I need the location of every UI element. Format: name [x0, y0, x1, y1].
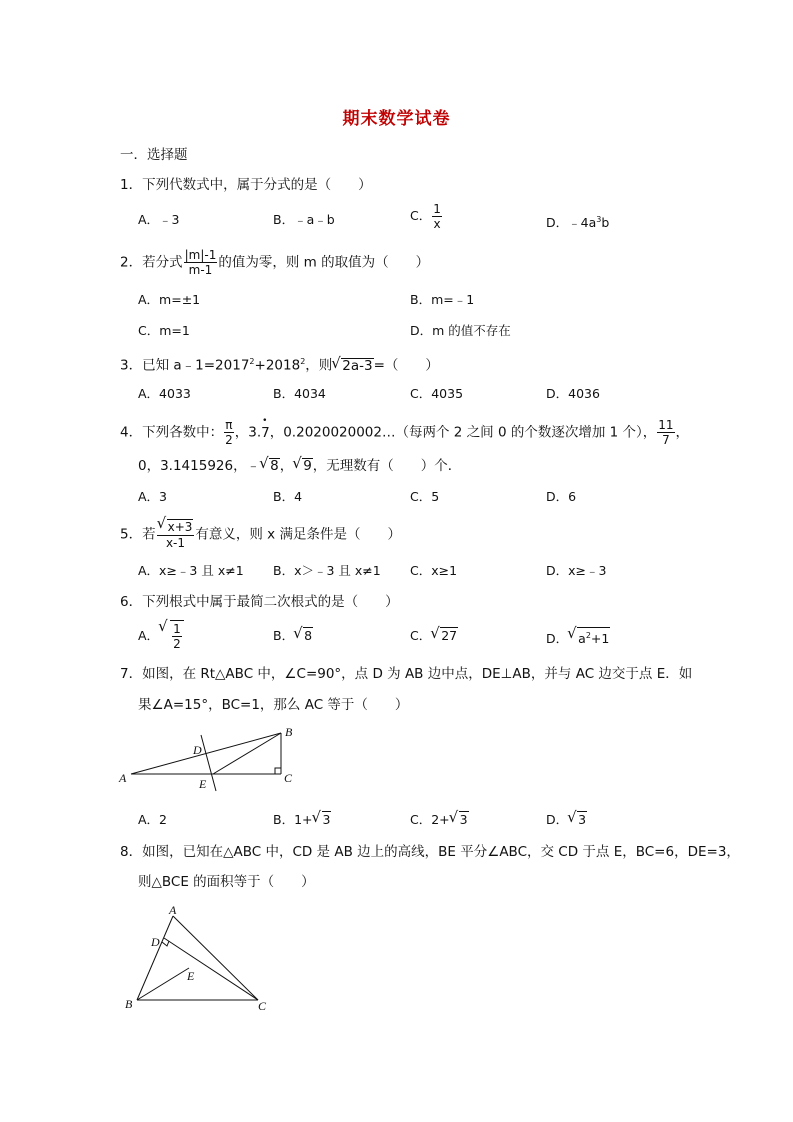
- label-b: B: [285, 725, 293, 739]
- q7-option-c[interactable]: [410, 811, 469, 829]
- question-4-line-1: [120, 418, 689, 447]
- q6-option-a-label: A．: [138, 628, 160, 643]
- q5-option-b[interactable]: B．x＞﹣3 且 x≠1: [273, 563, 381, 578]
- label-d: D: [193, 743, 202, 757]
- denominator: x: [433, 217, 441, 231]
- right-angle-mark: [275, 768, 281, 774]
- radicand: 2a-3: [342, 357, 373, 374]
- q2-option-c[interactable]: C．m=1: [138, 323, 190, 338]
- radical: [568, 811, 587, 829]
- denominator: 7: [662, 433, 670, 447]
- q3-option-c[interactable]: C．4035: [410, 386, 464, 401]
- q4-line2-c: ，无理数有（ ）个．: [312, 458, 462, 474]
- radicand: [577, 627, 610, 646]
- q5-option-a[interactable]: A．x≥﹣3 且 x≠1: [138, 563, 244, 578]
- fraction: [432, 202, 442, 231]
- q5-prefix: 5．若: [120, 526, 156, 543]
- q1-option-c-label: C．: [410, 208, 432, 223]
- label-e: E: [187, 969, 195, 983]
- q1-option-d[interactable]: [546, 211, 609, 232]
- q4-repeating-int: ，3.: [234, 424, 262, 441]
- segment-be: [137, 968, 189, 1000]
- q7-option-a[interactable]: A．2: [138, 812, 168, 827]
- q4-prefix: 4．下列各数中：: [120, 424, 224, 441]
- q4-line2-a: 0，3.1415926，﹣: [138, 458, 261, 474]
- radicand-base: a: [578, 631, 586, 647]
- q6-option-c[interactable]: [410, 627, 458, 645]
- radicand: 3: [322, 812, 331, 827]
- q6-option-c-label: C．: [410, 628, 432, 643]
- exponent: 2: [249, 357, 255, 366]
- q3-mid2: ，则: [305, 357, 333, 374]
- radical: [159, 620, 184, 651]
- denominator: 2: [225, 433, 233, 447]
- segment-ac: [173, 916, 258, 1000]
- q7-option-d-label: D．: [546, 812, 569, 827]
- label-c: C: [258, 999, 267, 1013]
- repeating-digit: • 7: [261, 423, 270, 443]
- radical: [260, 456, 280, 476]
- q4-line2-b: ，: [279, 458, 294, 474]
- radicand: [170, 620, 184, 651]
- q3-option-b[interactable]: B．4034: [273, 386, 326, 401]
- q7-option-b-label: B．: [273, 812, 295, 827]
- q3-option-a[interactable]: A．4033: [138, 386, 191, 401]
- numerator: √ 1: [173, 622, 181, 636]
- q6-option-b[interactable]: [273, 627, 313, 645]
- q2-option-b[interactable]: B．m=﹣1: [410, 292, 475, 307]
- radicand: x+3: [167, 520, 193, 534]
- radicand: 27: [441, 628, 458, 643]
- radicand: 8: [270, 458, 279, 474]
- segment-be: [213, 733, 281, 774]
- segment-ab: [137, 916, 173, 1000]
- radical: [431, 627, 458, 645]
- segment-cd: [164, 938, 258, 1000]
- radical: [158, 519, 194, 535]
- q8-figure: [115, 902, 285, 1017]
- question-4-line-2: [138, 456, 461, 476]
- q5-suffix: 有意义，则 x 满足条件是（ ）: [195, 526, 401, 543]
- label-d: D: [151, 935, 160, 949]
- q2-prefix: 2．若分式: [120, 254, 183, 271]
- numerator: π: [225, 418, 233, 432]
- section-heading: 一．选择题: [120, 147, 188, 163]
- q1-option-b[interactable]: B．﹣a﹣b: [273, 212, 335, 227]
- radicand: 3: [459, 812, 468, 827]
- q3-mid: +2018: [254, 357, 301, 374]
- denominator: m-1: [188, 263, 213, 277]
- q7-option-d[interactable]: [546, 811, 587, 829]
- label-e: E: [199, 777, 207, 791]
- q3-prefix: 3．已知 a﹣1=2017: [120, 357, 250, 374]
- q6-option-b-label: B．: [273, 628, 295, 643]
- radical: [568, 627, 610, 648]
- fraction: [224, 418, 234, 447]
- numerator: [157, 519, 195, 536]
- radicand: 3: [578, 812, 587, 827]
- fraction: [172, 622, 182, 651]
- radical: [293, 456, 313, 476]
- exponent: 3: [596, 215, 602, 224]
- question-2-stem: [120, 248, 429, 277]
- q4-sequence: ，0.2020020002…（每两个 2 之间 0 的个数逐次增加 1 个），: [269, 424, 657, 441]
- q1-option-d-tail: b: [601, 215, 610, 231]
- radical: [294, 627, 313, 645]
- exponent: 2: [300, 357, 306, 366]
- q6-option-d-label: D．: [546, 631, 569, 647]
- q3-option-d[interactable]: D．4036: [546, 386, 600, 401]
- q6-option-a[interactable]: [138, 620, 184, 651]
- q4-comma: ，: [675, 424, 690, 441]
- label-a: A: [169, 903, 177, 917]
- radical: [332, 356, 373, 376]
- question-7-line-1: 7．如图，在 Rt△ABC 中，∠C=90°，点 D 为 AB 边中点，DE⊥AB，并与 AC 边交于点 E．如: [120, 666, 693, 682]
- q1-option-d-text: D．﹣4a: [546, 215, 597, 231]
- fraction: [657, 418, 674, 447]
- question-7-line-2: 果∠A=15°，BC=1，那么 AC 等于（ ）: [138, 697, 409, 713]
- q4-option-c[interactable]: C．5: [410, 489, 440, 504]
- question-1-stem: 1．下列代数式中，属于分式的是（ ）: [120, 177, 372, 193]
- label-b: B: [125, 997, 133, 1011]
- fraction: [157, 519, 195, 550]
- q4-option-a[interactable]: A．3: [138, 489, 168, 504]
- q7-option-b-term: 1+: [294, 812, 313, 827]
- q7-option-c-label: C．: [410, 812, 432, 827]
- numerator: |m|-1: [184, 248, 217, 262]
- radical: [313, 811, 332, 829]
- q7-option-b[interactable]: [273, 811, 331, 829]
- numerator: 11: [658, 418, 674, 432]
- numerator: 1: [433, 202, 441, 216]
- radicand-tail: +1: [590, 631, 610, 647]
- label-c: C: [284, 771, 293, 785]
- right-angle-mark: [162, 941, 169, 946]
- question-5-stem: [120, 519, 401, 550]
- q6-option-d[interactable]: [546, 627, 610, 648]
- q1-option-c[interactable]: [410, 202, 443, 231]
- question-6-stem: 6．下列根式中属于最简二次根式的是（ ）: [120, 594, 399, 610]
- question-3-stem: [120, 352, 439, 376]
- radicand: 9: [303, 458, 312, 474]
- q5-option-c[interactable]: C．x≥1: [410, 563, 458, 578]
- fraction: [184, 248, 218, 277]
- q2-option-a[interactable]: A．m=±1: [138, 292, 201, 307]
- question-8-line-2: 则△BCE 的面积等于（ ）: [138, 874, 315, 890]
- q1-option-a[interactable]: A．﹣3: [138, 212, 180, 227]
- q7-option-c-term: 2+: [431, 812, 450, 827]
- page-title: 期末数学试卷: [342, 109, 451, 129]
- q5-option-d[interactable]: D．x≥﹣3: [546, 563, 607, 578]
- q4-option-b[interactable]: B．4: [273, 489, 303, 504]
- label-a: A: [119, 771, 127, 785]
- denominator: x-1: [165, 536, 186, 550]
- radicand: 8: [304, 628, 313, 643]
- denominator: 2: [173, 637, 181, 651]
- q3-suffix: =（ ）: [373, 357, 439, 374]
- question-8-line-1: 8．如图，已知在△ABC 中，CD 是 AB 边上的高线，BE 平分∠ABC，交 CD 于点 E，BC=6，DE=3，: [120, 844, 740, 860]
- q4-option-d[interactable]: D．6: [546, 489, 577, 504]
- q2-suffix: 的值为零，则 m 的取值为（ ）: [218, 254, 430, 271]
- q7-figure: [115, 722, 315, 794]
- exponent: 2: [585, 631, 591, 640]
- radical: [450, 811, 469, 829]
- q2-option-d[interactable]: D．m 的值不存在: [410, 323, 511, 338]
